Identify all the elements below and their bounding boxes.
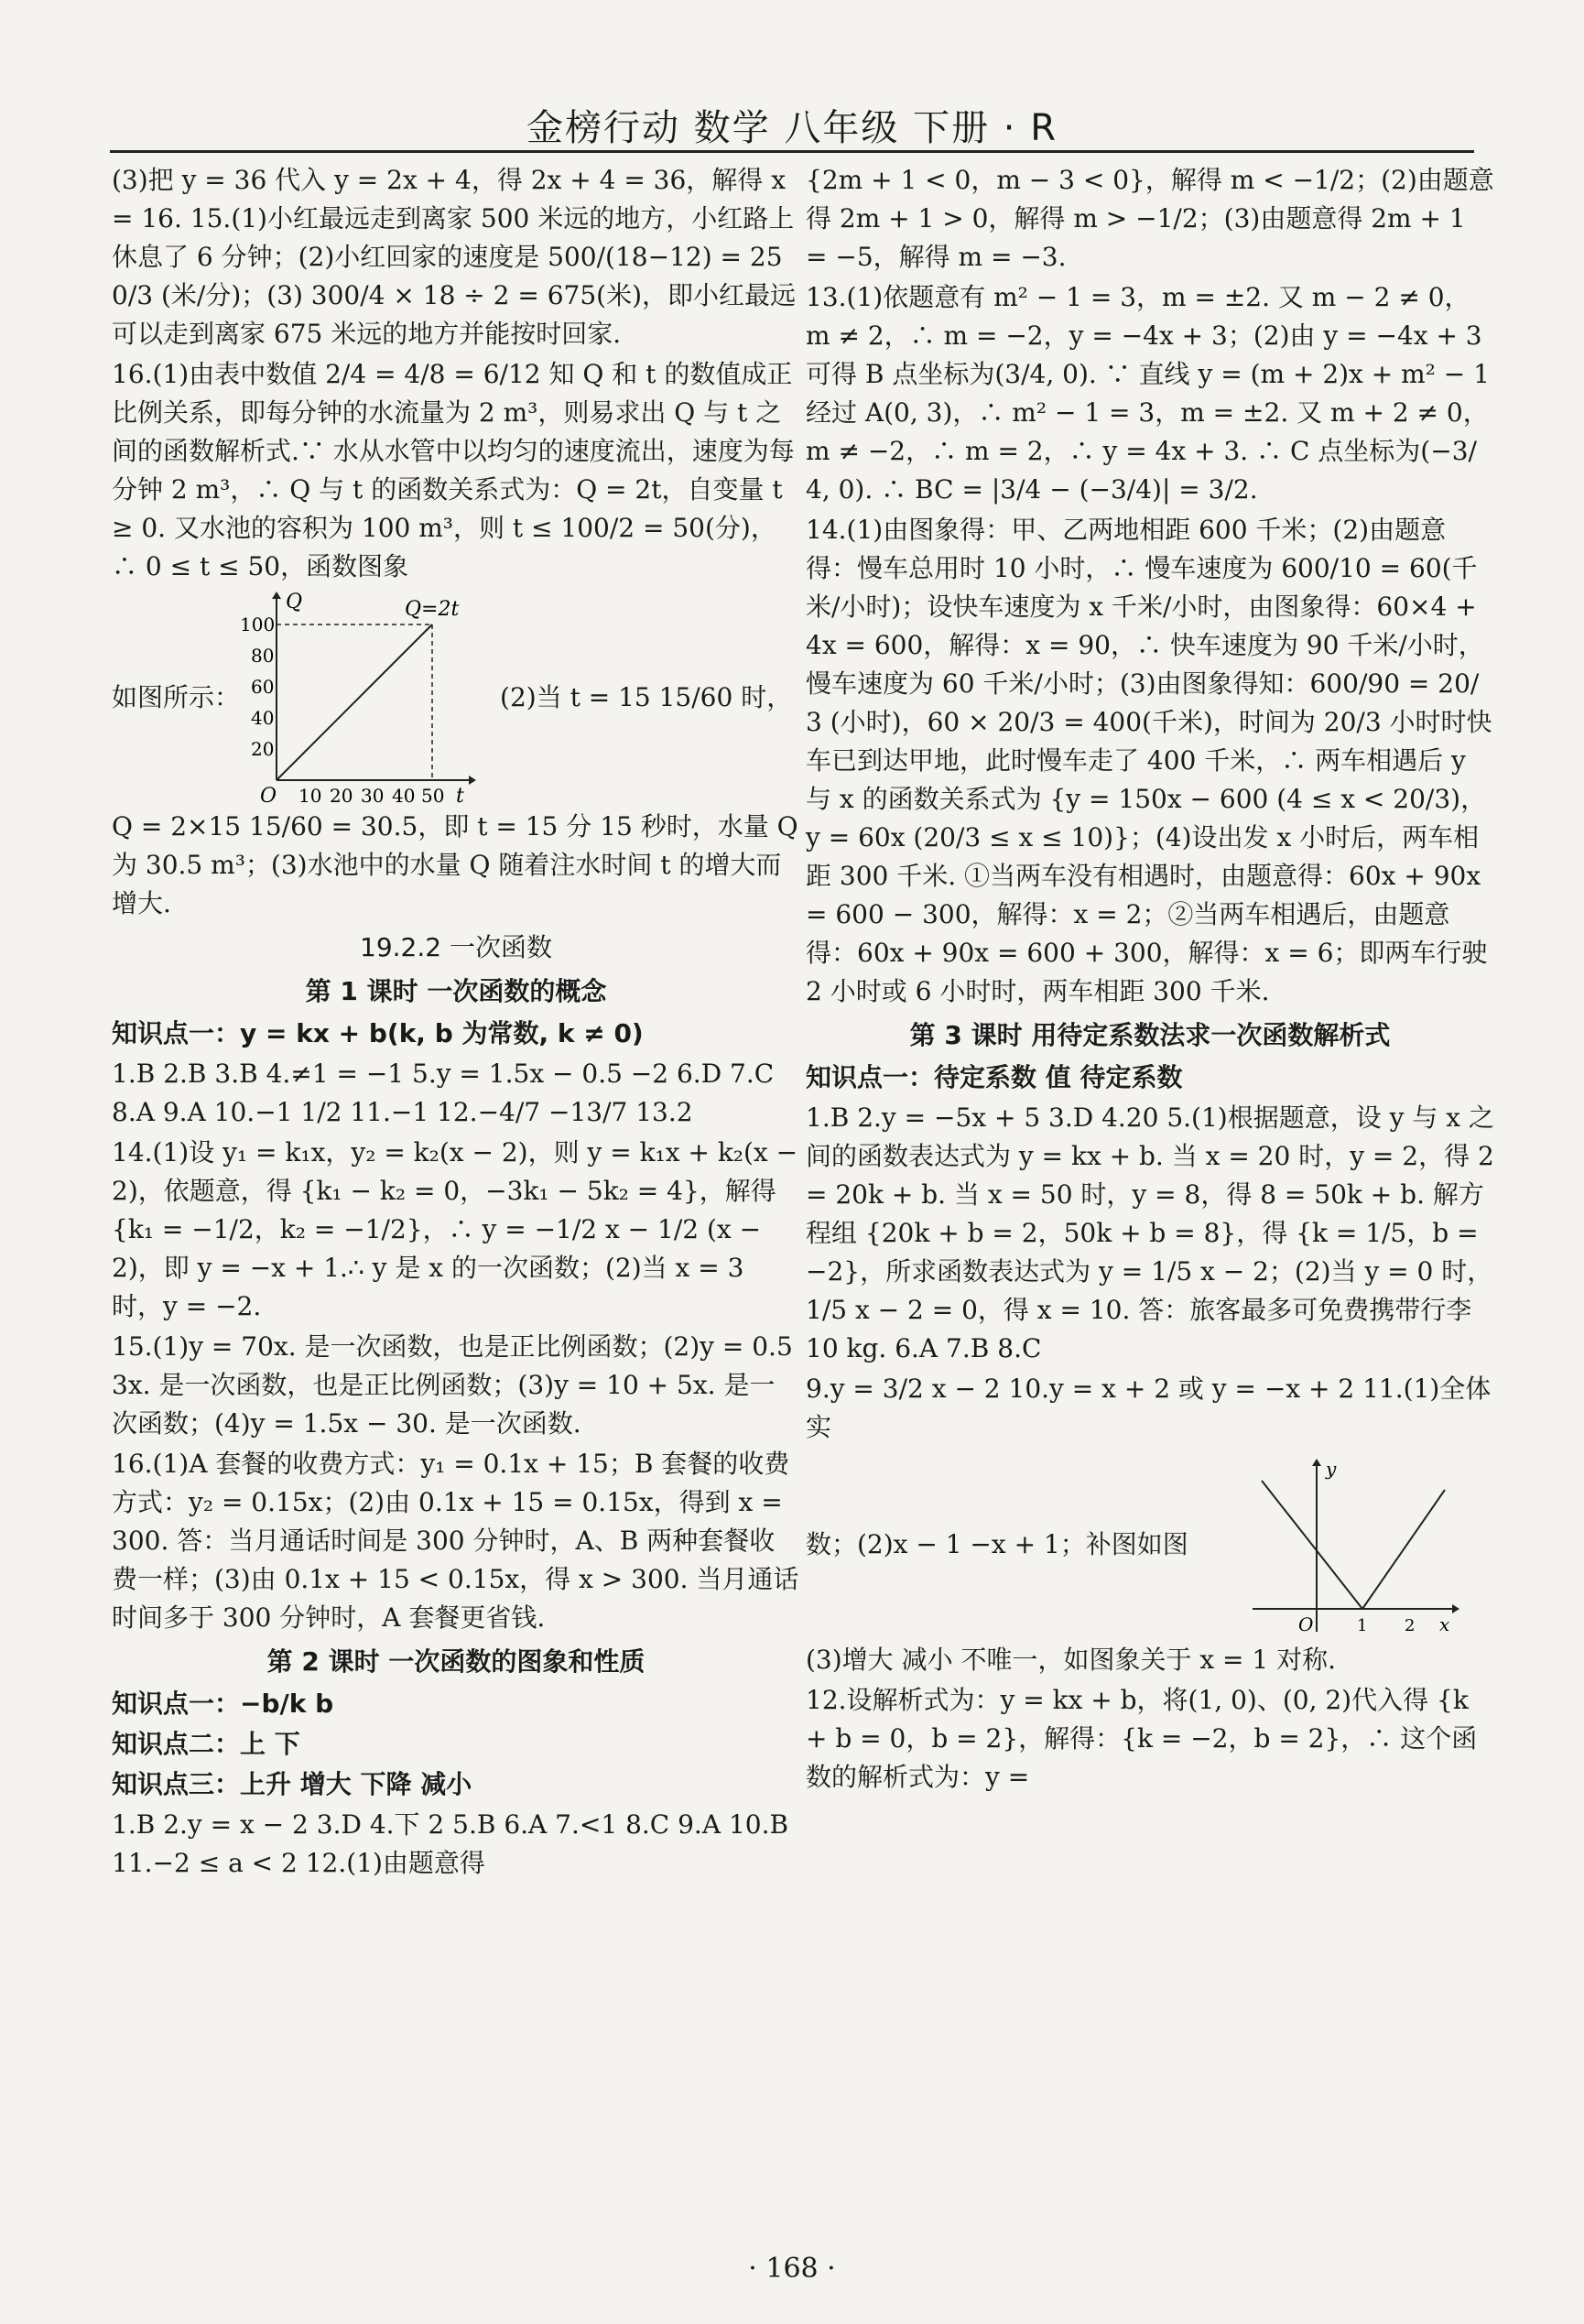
lesson-heading: 第 1 课时 一次函数的概念	[305, 976, 607, 1006]
answer-paragraph: 9.y = 3/2 x − 2 10.y = x + 2 或 y = −x + 2 11.(1)全体实	[806, 1374, 1492, 1442]
knowledge-point: 知识点二：上 下	[112, 1729, 300, 1759]
graph1-xtick: 30	[361, 785, 385, 807]
graph-row	[806, 1449, 1494, 1641]
answer-paragraph: 12.设解析式为：y = kx + b，将(1, 0)、(0, 2)代入得 {k + b = 0，b = 2}，解得：{k = −2，b = 2}，∴ 这个函数的解析式为：y =	[806, 1685, 1478, 1792]
graph2-xtick: 2	[1404, 1616, 1416, 1635]
graph-row	[112, 588, 800, 808]
answer-paragraph: 15.(1)y = 70x. 是一次函数，也是正比例函数；(2)y = 0.53x. 是一次函数，也是正比例函数；(3)y = 10 + 5x. 是一次函数；(4)y = 1.5x − 30. 是一次函数.	[112, 1331, 793, 1439]
knowledge-point: 知识点三：上升 增大 下降 减小	[112, 1769, 472, 1799]
graph1-ytick: 20	[251, 738, 275, 760]
knowledge-point: 知识点一：y = kx + b(k, b 为常数, k ≠ 0)	[112, 1018, 644, 1048]
header-rule	[110, 150, 1474, 153]
answer-paragraph: 16.(1)A 套餐的收费方式：y₁ = 0.1x + 15；B 套餐的收费方式：y₂ = 0.15x；(2)由 0.1x + 15 = 0.15x，得到 x = 300. 答：当月通话时间是 300 分钟时，A、B 两种套餐收费一样；(3)由 0.1x + 15 < 0.15x，得 x > 300. 当月通话时间多于 300 分钟时，A 套餐更省钱.	[112, 1449, 799, 1633]
answer-paragraph: 14.(1)由图象得：甲、乙两地相距 600 千米；(2)由题意得：慢车总用时 10 小时，∴ 慢车速度为 600/10 = 60(千米/小时)；设快车速度为 x 千米/小时，由图象得：60×4 + 4x = 600，解得：x = 90，∴ 快车速度为 90 千米/小时，慢车速度为 60 千米/小时；(3)由图象得知：600/90 = 20/3 (小时)，60 × 20/3 = 400(千米)，时间为 20/3 小时时快车已到达甲地，此时慢车走了 400 千米，∴ 两车相遇后 y 与 x 的函数关系式为 {y = 150x − 600 (4 ≤ x < 20/3)，y = 60x (20/3 ≤ x ≤ 10)}；(4)设出发 x 小时后，两车相距 300 千米. ①当两车没有相遇时，由题意得：60x + 90x = 600 − 300，解得：x = 2；②当两车相遇后，由题意得：60x + 90x = 600 + 300，解得：x = 6；即两车行驶 2 小时或 6 小时时，两车相距 300 千米.	[806, 515, 1492, 1006]
lesson-heading: 第 2 课时 一次函数的图象和性质	[266, 1646, 646, 1677]
graph1-line-label: Q=2t	[405, 598, 460, 621]
answer-paragraph: 13.(1)依题意有 m² − 1 = 3，m = ±2. 又 m − 2 ≠ 0，m ≠ 2，∴ m = −2，y = −4x + 3；(2)由 y = −4x + 3 可得 B 点坐标为(3/4, 0). ∵ 直线 y = (m + 2)x + m² − 1 经过 A(0, 3)，∴ m² − 1 = 3，m = ±2. 又 m + 2 ≠ 0，m ≠ −2，∴ m = 2，∴ y = 4x + 3. ∴ C 点坐标为(−3/4, 0). ∴ BC = |3/4 − (−3/4)| = 3/2.	[806, 282, 1490, 505]
answer-paragraph: {2m + 1 < 0，m − 3 < 0}，解得 m < −1/2；(2)由题意得 2m + 1 > 0，解得 m > −1/2；(3)由题意得 2m + 1 = −5，解得 m = −3.	[806, 165, 1494, 272]
graph2-ylabel: y	[1325, 1458, 1337, 1480]
graph1-xtick: 10	[298, 785, 322, 807]
graph1-ytick: 60	[251, 676, 275, 698]
graph1-origin: O	[260, 785, 277, 808]
graph1-xtick: 40	[392, 785, 416, 807]
page-number: · 168 ·	[748, 2253, 836, 2285]
knowledge-point: 知识点一：待定系数 值 待定系数	[806, 1062, 1183, 1092]
answer-paragraph: 14.(1)设 y₁ = k₁x，y₂ = k₂(x − 2)，则 y = k₁x + k₂(x − 2)，依题意，得 {k₁ − k₂ = 0，−3k₁ − 5k₂ = 4}，解得 {k₁ = −1/2，k₂ = −1/2}，∴ y = −1/2 x − 1/2 (x − 2)，即 y = −x + 1.∴ y 是 x 的一次函数；(2)当 x = 3 时，y = −2.	[112, 1137, 798, 1321]
right-column	[806, 161, 1494, 1798]
graph1-ytick: 80	[251, 645, 275, 667]
graph2-origin: O	[1297, 1613, 1314, 1635]
graph1-xlabel: t	[456, 785, 464, 808]
lesson-heading: 第 3 课时 用待定系数法求一次函数解析式	[909, 1020, 1391, 1050]
graph-caption: 数；(2)x − 1 −x + 1；补图如图	[806, 1529, 1188, 1559]
answer-list: 1.B 2.B 3.B 4.≠1 = −1 5.y = 1.5x − 0.5 −2 6.D 7.C 8.A 9.A 10.−1 1/2 11.−1 12.−4/7 −13/7 13.2	[112, 1059, 775, 1127]
graph1-xtick: 50	[421, 785, 445, 807]
graph2-xtick: 1	[1356, 1616, 1368, 1635]
answer-paragraph: 1.B 2.y = −5x + 5 3.D 4.20 5.(1)根据题意，设 y 与 x 之间的函数表达式为 y = kx + b. 当 x = 20 时，y = 2，得 2 = 20k + b. 当 x = 50 时，y = 8，得 8 = 50k + b. 解方程组 {20k + b = 2，50k + b = 8}，得 {k = 1/5，b = −2}，所求函数表达式为 y = 1/5 x − 2；(2)当 y = 0 时，1/5 x − 2 = 0，得 x = 10. 答：旅客最多可免费携带行李 10 kg. 6.A 7.B 8.C	[806, 1102, 1494, 1363]
answer-paragraph: (3)增大 减小 不唯一，如图象关于 x = 1 对称.	[806, 1645, 1337, 1675]
knowledge-point: 知识点一：−b/k b	[112, 1689, 334, 1719]
graph-caption: 如图所示：	[112, 682, 241, 712]
answer-paragraph: 16.(1)由表中数值 2/4 = 4/8 = 6/12 知 Q 和 t 的数值成正比例关系，即每分钟的水流量为 2 m³，则易求出 Q 与 t 之间的函数解析式.∵ 水从水管中以均匀的速度流出，速度为每分钟 2 m³，∴ Q 与 t 的函数关系式为：Q = 2t，自变量 t ≥ 0. 又水池的容积为 100 m³，则 t ≤ 100/2 = 50(分)，∴ 0 ≤ t ≤ 50，函数图象	[112, 359, 795, 581]
graph2-xlabel: x	[1438, 1613, 1450, 1635]
answer-paragraph: Q = 2×15 15/60 = 30.5，即 t = 15 分 15 秒时，水量 Q 为 30.5 m³；(3)水池中的水量 Q 随着注水时间 t 的增大而增大.	[112, 811, 798, 918]
left-column	[112, 161, 800, 1884]
abs-value-graph	[1243, 1453, 1463, 1636]
graph-side-text: (2)当 t = 15 15/60 时，	[500, 682, 793, 712]
section-heading: 19.2.2 一次函数	[360, 932, 552, 962]
graph1-ytick: 100	[240, 614, 276, 635]
graph1-xtick: 20	[330, 785, 353, 807]
answer-paragraph: (3)把 y = 36 代入 y = 2x + 4，得 2x + 4 = 36，解得 x = 16. 15.(1)小红最远走到离家 500 米远的地方，小红路上休息了 6 分钟；(2)小红回家的速度是 500/(18−12) = 250/3 (米/分)；(3) 300/4 × 18 ÷ 2 = 675(米)，即小红最远可以走到离家 675 米远的地方并能按时回家.	[112, 165, 797, 349]
answer-list: 1.B 2.y = x − 2 3.D 4.下 2 5.B 6.A 7.<1 8.C 9.A 10.B 11.−2 ≤ a < 2 12.(1)由题意得	[112, 1809, 789, 1878]
page-header: 金榜行动 数学 八年级 下册 · R	[526, 107, 1058, 149]
graph1-ytick: 40	[251, 707, 275, 729]
q-t-graph	[240, 588, 478, 808]
graph1-ylabel: Q	[286, 591, 303, 614]
